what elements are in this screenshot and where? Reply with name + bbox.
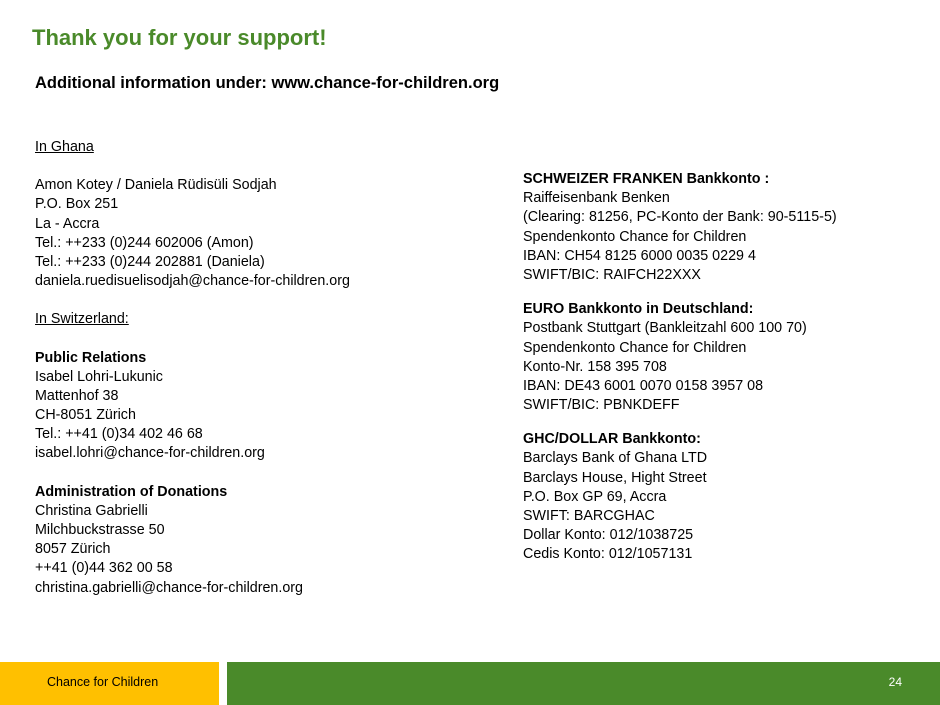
ghana-contact-line: Tel.: ++233 (0)244 202881 (Daniela) bbox=[35, 253, 265, 270]
pr-contact-line: Mattenhof 38 bbox=[35, 387, 119, 404]
chf-account-line: IBAN: CH54 8125 6000 0035 0229 4 bbox=[523, 247, 756, 264]
chf-account-line: Spendenkonto Chance for Children bbox=[523, 228, 747, 245]
donations-contact-line: Milchbuckstrasse 50 bbox=[35, 522, 165, 538]
contacts-column bbox=[35, 138, 350, 598]
slide-title: Thank you for your support! bbox=[32, 25, 327, 50]
ghc-account-line: SWIFT: BARCGHAC bbox=[523, 508, 655, 524]
bank-accounts-column bbox=[523, 170, 837, 565]
slide-subtitle: Additional information under: www.chance-for-children.org bbox=[35, 74, 500, 92]
ghana-heading: In Ghana bbox=[35, 139, 94, 155]
chf-account-heading: SCHWEIZER FRANKEN Bankkonto : bbox=[523, 171, 770, 187]
ghc-account-line: Barclays House, Hight Street bbox=[523, 469, 707, 486]
donations-heading: Administration of Donations bbox=[35, 483, 228, 500]
ghana-email: daniela.ruedisuelisodjah@chance-for-children.org bbox=[35, 273, 350, 290]
euro-account-line: Spendenkonto Chance for Children bbox=[523, 339, 747, 356]
pr-contact-line: CH-8051 Zürich bbox=[35, 407, 136, 424]
ghana-contact-line: Tel.: ++233 (0)244 602006 (Amon) bbox=[35, 234, 254, 251]
public-relations-heading: Public Relations bbox=[35, 349, 147, 366]
ghc-account-line: P.O. Box GP 69, Accra bbox=[523, 488, 667, 505]
pr-contact-line: Isabel Lohri-Lukunic bbox=[35, 368, 163, 385]
euro-account-line: IBAN: DE43 6001 0070 0158 3957 08 bbox=[523, 377, 764, 394]
euro-account-line: Konto-Nr. 158 395 708 bbox=[523, 358, 667, 375]
donations-contact-line: Christina Gabrielli bbox=[35, 502, 148, 519]
euro-account-heading: EURO Bankkonto in Deutschland: bbox=[523, 301, 754, 318]
ghc-account-line: Dollar Konto: 012/1038725 bbox=[523, 527, 694, 544]
chf-account-line: Raiffeisenbank Benken bbox=[523, 190, 670, 207]
chf-account-line: SWIFT/BIC: RAIFCH22XXX bbox=[523, 266, 701, 283]
ghc-account-line: Cedis Konto: 012/1057131 bbox=[523, 546, 693, 563]
ghana-contact-line: P.O. Box 251 bbox=[35, 196, 119, 213]
euro-account-line: Postbank Stuttgart (Bankleitzahl 600 100 70) bbox=[523, 320, 807, 337]
ghc-account-heading: GHC/DOLLAR Bankkonto: bbox=[523, 431, 701, 448]
donations-email: christina.gabrielli@chance-for-children.org bbox=[35, 579, 304, 596]
euro-account-line: SWIFT/BIC: PBNKDEFF bbox=[523, 397, 680, 414]
ghc-account-line: Barclays Bank of Ghana LTD bbox=[523, 450, 708, 467]
pr-email: isabel.lohri@chance-for-children.org bbox=[35, 445, 265, 462]
donations-contact-line: ++41 (0)44 362 00 58 bbox=[35, 560, 173, 577]
chf-account-line: (Clearing: 81256, PC-Konto der Bank: 90-5115-5) bbox=[523, 209, 837, 226]
footer-page-bar bbox=[227, 662, 940, 705]
page-number: 24 bbox=[888, 675, 902, 689]
switzerland-heading: In Switzerland: bbox=[35, 311, 129, 328]
ghana-contact-line: Amon Kotey / Daniela Rüdisüli Sodjah bbox=[35, 177, 277, 194]
footer-organization-bar bbox=[0, 662, 219, 705]
donations-contact-line: 8057 Zürich bbox=[35, 541, 111, 558]
footer-organization-name: Chance for Children bbox=[47, 675, 159, 689]
pr-contact-line: Tel.: ++41 (0)34 402 46 68 bbox=[35, 426, 203, 443]
ghana-contact-line: La - Accra bbox=[35, 215, 100, 232]
